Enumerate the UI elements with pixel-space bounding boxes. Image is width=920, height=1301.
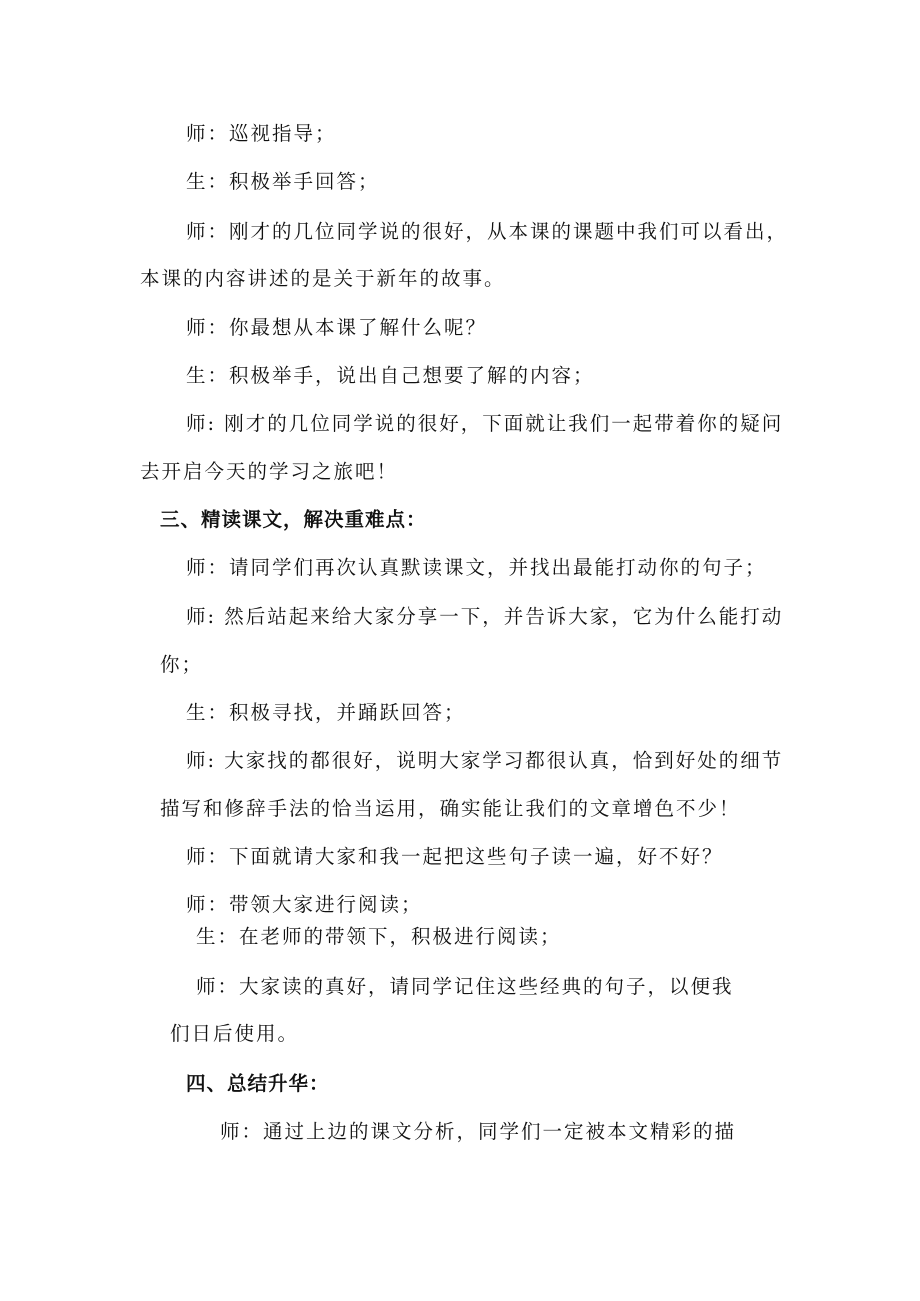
paragraph-line: 师：通过上边的课文分析，同学们一定被本文精彩的描 <box>220 1120 737 1143</box>
paragraph-line: 你； <box>160 653 204 676</box>
paragraph-line: 生：积极举手回答； <box>186 170 380 193</box>
paragraph-line: 生：积极寻找，并踊跃回答； <box>186 701 466 724</box>
paragraph-line: 师：你最想从本课了解什么呢？ <box>186 316 488 339</box>
paragraph-line: 师：下面就请大家和我一起把这些句子读一遍，好不好？ <box>186 845 724 868</box>
paragraph-line: 去开启今天的学习之旅吧！ <box>140 460 399 483</box>
paragraph-line: 师：带领大家进行阅读； <box>186 893 423 916</box>
paragraph-line: 师：请同学们再次认真默读课文，并找出最能打动你的句子； <box>186 556 767 579</box>
paragraph-line: 师：刚才的几位同学说的很好，从本课的课题中我们可以看出， <box>186 220 789 243</box>
paragraph-line: 师: 大家找的都很好，说明大家学习都很认真，恰到好处的细节 <box>186 749 784 772</box>
paragraph-line: 描写和修辞手法的恰当运用，确实能让我们的文章增色不少！ <box>160 797 741 820</box>
paragraph-line: 们日后使用。 <box>170 1022 300 1045</box>
paragraph-line: 生：积极举手，说出自己想要了解的内容； <box>186 364 595 387</box>
paragraph-line: 师: 然后站起来给大家分享一下，并告诉大家，它为什么能打动 <box>186 605 784 628</box>
paragraph-line: 生：在老师的带领下，积极进行阅读； <box>196 925 562 948</box>
section-heading: 四、总结升华： <box>186 1072 330 1095</box>
paragraph-line: 师: 刚才的几位同学说的很好，下面就让我们一起带着你的疑问 <box>186 412 784 435</box>
section-heading: 三、精读课文，解决重难点： <box>160 508 427 531</box>
paragraph-line: 师：巡视指导； <box>186 122 337 145</box>
paragraph-line: 本课的内容讲述的是关于新年的故事。 <box>140 267 506 290</box>
paragraph-line: 师：大家读的真好，请同学记住这些经典的句子，以便我 <box>196 975 734 998</box>
